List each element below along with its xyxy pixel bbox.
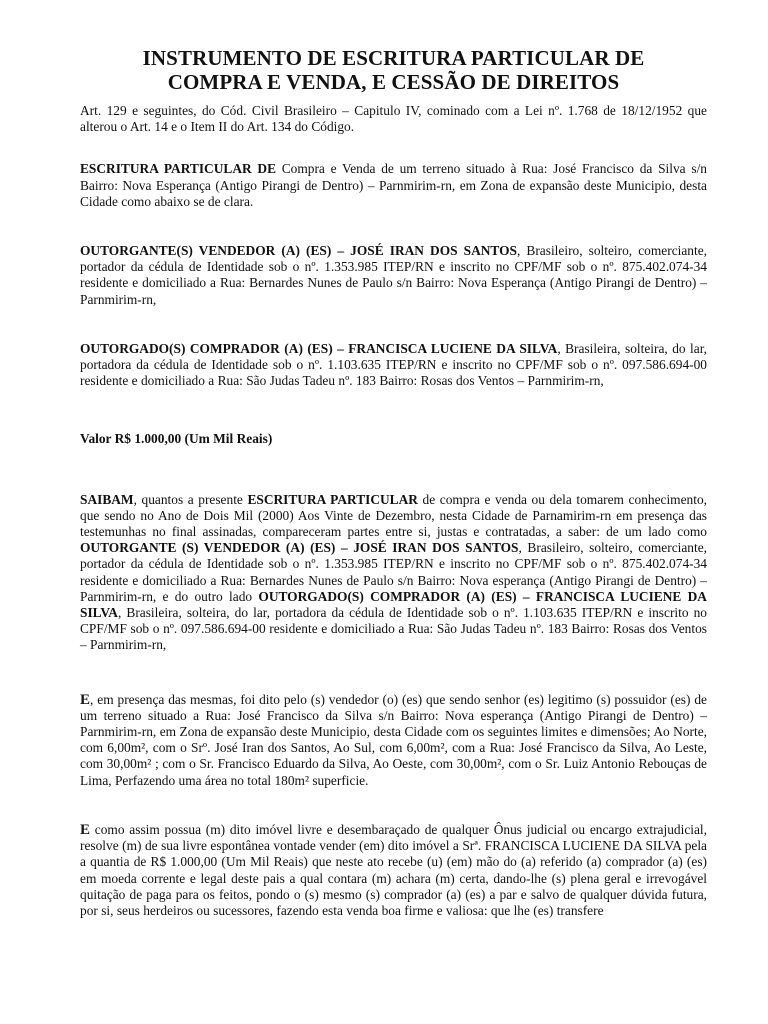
outorgante-text: , Brasileiro, solteiro, comerciante, portador da cédula de Identidade sob o nº. 1.353.985 ITEP/RN e inscrito no CPF/MF sob o nº. 875.402.074-34 residente e domiciliado a Rua: Bernardes Nunes de Paulo s/n Bairro: Nova Esperança (Antigo Pirangi de Dentro) – Parnmirim-rn,	[80, 243, 708, 307]
outorgado-paragraph	[80, 341, 707, 390]
saibam-text-2: de compra e venda ou dela tomarem conhecimento, que sendo no Ano de Dois Mil (2000) Aos Vinte de Dezembro, nesta Cidade de Parnamirim-rn em presença das testemunhas no final assinadas, compareceram partes entre si, justas e contratadas, a saber: de um lado como	[80, 491, 708, 540]
saibam-text-3: , Brasileiro, solteiro, comerciante, portador da cédula de Identidade sob o nº. 1.353.985 ITEP/RN e inscrito no CPF/MF sob o nº. 875.402.074-34 residente e domiciliado a Rua: Bernardes Nunes de Paulo s/n Bairro: Nova esperança (Antigo Pirangi de Dentro) – Parnmirim-rn, e do outro lado	[80, 540, 708, 604]
legal-reference-paragraph: Art. 129 e seguintes, do Cód. Civil Brasileiro – Capitulo IV, cominado com a Lei nº. 1.768 de 18/12/1952 que alterou o Art. 14 e o Item II do Art. 134 do Código.	[80, 103, 707, 135]
saibam-outorgante-heading: OUTORGANTE (S) VENDEDOR (A) (ES) – JOSÉ IRAN DOS SANTOS	[80, 540, 519, 556]
escritura-heading: ESCRITURA PARTICULAR DE	[80, 161, 276, 177]
venda-initial-letter: E	[80, 821, 91, 838]
outorgante-paragraph	[80, 243, 707, 308]
saibam-text-4: , Brasileira, solteira, do lar, portadora da cédula de Identidade sob o nº. 1.103.635 ITEP/RN e inscrito no CPF/MF sob o nº. 097.586.694-00 residente e domiciliado a Rua: São Judas Tadeu nº. 183 Bairro: Rosas dos Ventos – Parnmirim-rn,	[80, 605, 707, 653]
outorgado-heading: OUTORGADO(S) COMPRADOR (A) (ES) – FRANCISCA LUCIENE DA SILVA	[80, 340, 558, 356]
escritura-paragraph	[80, 161, 707, 210]
title-line-1: INSTRUMENTO DE ESCRITURA PARTICULAR DE	[142, 46, 645, 70]
saibam-paragraph	[80, 492, 707, 654]
venda-paragraph	[80, 822, 707, 919]
outorgante-heading: OUTORGANTE(S) VENDEDOR (A) (ES) – JOSÉ IRAN DOS SANTOS	[80, 243, 517, 259]
valor-line: Valor R$ 1.000,00 (Um Mil Reais)	[80, 431, 273, 447]
presenca-initial-letter: E	[80, 691, 91, 708]
outorgado-text: , Brasileira, solteira, do lar, portadora da cédula de Identidade sob o nº. 1.103.635 ITEP/RN e inscrito no CPF/MF sob o nº. 097.586.694-00 residente e domiciliado a Rua: São Judas Tadeu nº. 183 Bairro: Rosas dos Ventos – Parnmirim-rn,	[80, 340, 707, 389]
saibam-escritura-particular: ESCRITURA PARTICULAR	[247, 491, 418, 507]
title-line-2: COMPRA E VENDA, E CESSÃO DE DIREITOS	[167, 70, 620, 94]
saibam-text-1: , quantos a presente	[133, 491, 248, 507]
venda-text: como assim possua (m) dito imóvel livre e desembaraçado de qualquer Ônus judicial ou encargo extrajudicial, resolve (m) de sua livre espontânea vontade vender (em) dito imóvel a Srª. FRANCISCA LUCIENE DA SILVA pela a quantia de R$ 1.000,00 (Um Mil Reais) que neste ato recebe (u) (em) mão do (a) referido (a) comprador (a) (es) em moeda corrente e legal deste pais a qual contara (m) achara (m) certa, dando-lhe (s) plena geral e irrevogável quitação de paga para os feitos, pondo o (s) mesmo (s) comprador (a) (es) a par e salvo de qualquer dúvida futura, por si, seus herdeiros ou sucessores, fazendo esta venda boa firme e valiosa: que lhe (es) transfere	[80, 821, 707, 918]
escritura-text: Compra e Venda de um terreno situado à Rua: José Francisco da Silva s/n Bairro: Nova Esperança (Antigo Pirangi de Dentro) – Parnmirim-rn, em Zona de expansão deste Municipio, desta Cidade como abaixo se de clara.	[80, 161, 707, 209]
saibam-outorgado-heading: OUTORGADO(S) COMPRADOR (A) (ES) – FRANCISCA LUCIENE DA SILVA	[80, 588, 707, 621]
document-title	[80, 46, 707, 94]
presenca-paragraph	[80, 692, 707, 789]
presenca-text: , em presença das mesmas, foi dito pelo (s) vendedor (o) (es) que sendo senhor (es) legitimo (s) possuidor (es) de um terreno situado a Rua: José Francisco da Silva s/n Bairro: Nova esperança (Antigo Pirangi de Dentro) – Parnmirim-rn, em Zona de expansão deste Municipio, desta Cidade com os seguintes limites e dimensões; Ao Norte, com 6,00m², com o Srº. José Iran dos Santos, Ao Sul, com 6,00m², com a Rua: José Francisco da Silva, Ao Leste, com 30,00m² ; com o Sr. Francisco Eduardo da Silva, Ao Oeste, com 30,00m², com o Sr. Luiz Antonio Rebouças de Lima, Perfazendo uma área no total 180m² superficie.	[80, 691, 707, 788]
saibam-keyword: SAIBAM	[80, 491, 134, 507]
